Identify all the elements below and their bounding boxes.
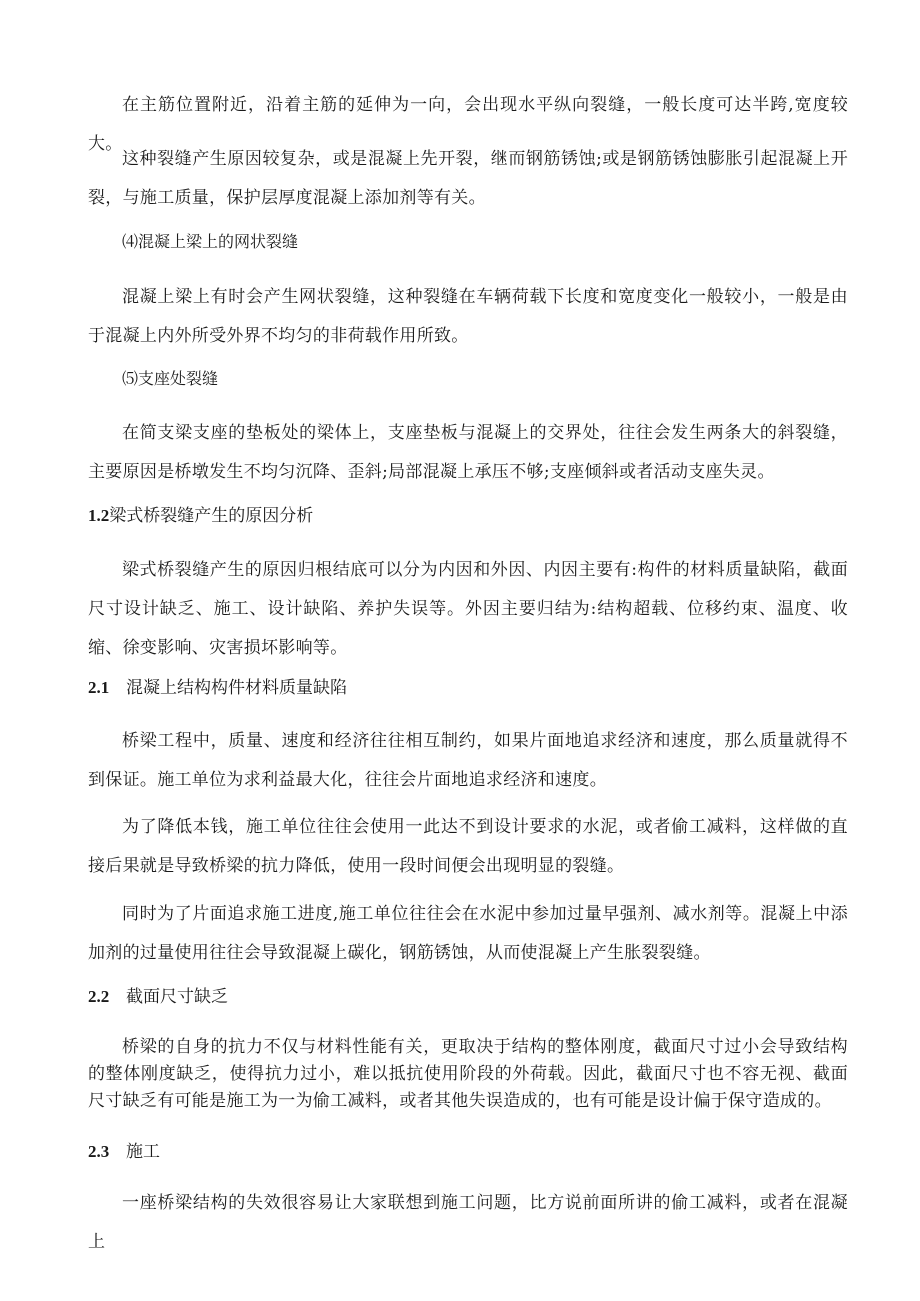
paragraph-section-size: 桥梁的自身的抗力不仅与材料性能有关，更取决于结构的整体刚度，截面尺寸过小会导致结构的整体刚度缺乏，使得抗力过小，难以抵抗使用阶段的外荷载。因此，截面尺寸也不容无视、截面尺寸缺乏有可能是施工为一为偷工减料，或者其他失误造成的，也有可能是设计偏于保守造成的。 — [88, 1037, 848, 1111]
paragraph-material-quality: 桥梁工程中，质量、速度和经济往往相互制约，如果片面地追求经济和速度，那么质量就得不到保证。施工单位为求利益最大化，往往会片面地追求经济和速度。 — [88, 731, 848, 790]
section-heading-1-2 — [88, 504, 848, 528]
paragraph-mesh-crack: 混凝上梁上有时会产生网状裂缝，这种裂缝在车辆荷载下长度和宽度变化一般较小，一般是由于混凝上内外所受外界不均匀的非荷载作用所致。 — [88, 287, 848, 346]
section-heading-2-1 — [88, 676, 848, 700]
subheading-mesh-crack: ⑷混凝上梁上的网状裂缝 — [122, 232, 299, 251]
section-number: 2.2 — [88, 987, 110, 1006]
paragraph-additives: 同时为了片面追求施工进度,施工单位往往会在水泥中参加过量早强剂、减水剂等。混凝上中添加剂的过量使用往往会导致混凝上碳化，钢筋锈蚀，从而使混凝上产生胀裂裂缝。 — [88, 904, 848, 963]
section-number: 2.1 — [88, 678, 110, 697]
section-title: 混凝上结构构件材料质量缺陷 — [126, 678, 347, 698]
paragraph-longitudinal-crack: 在主筋位置附近，沿着主筋的延伸为一向，会出现水平纵向裂缝，一般长度可达半跨,宽度较大。 — [88, 95, 848, 154]
section-number: 2.3 — [88, 1142, 110, 1161]
section-title: 截面尺寸缺乏 — [126, 987, 228, 1007]
paragraph-cause-analysis: 梁式桥裂缝产生的原因归根结底可以分为内因和外因、内因主要有:构件的材料质量缺陷，截面尺寸设计缺乏、施工、设计缺陷、养护失误等。外因主要归结为:结构超载、位移约束、温度、收缩、徐变影响、灾害损坏影响等。 — [88, 560, 848, 658]
section-title: 施工 — [126, 1142, 160, 1162]
section-heading-2-2 — [88, 985, 848, 1009]
paragraph-support-crack: 在简支梁支座的垫板处的梁体上，支座垫板与混凝上的交界处，往往会发生两条大的斜裂缝，主要原因是桥墩发生不均匀沉降、歪斜;局部混凝上承压不够;支座倾斜或者活动支座失灵。 — [88, 423, 848, 482]
subheading-support-crack: ⑸支座处裂缝 — [122, 369, 219, 388]
section-number: 1.2 — [88, 506, 110, 525]
paragraph-construction: 一座桥梁结构的失效很容易让大家联想到施工问题，比方说前面所讲的偷工减料，或者在混凝上 — [88, 1193, 848, 1252]
section-title: 梁式桥裂缝产生的原因分析 — [109, 506, 314, 526]
paragraph-cost-cutting: 为了降低本钱，施工单位往往会使用一此达不到设计要求的水泥，或者偷工减料，这样做的直接后果就是导致桥梁的抗力降低，使用一段时间便会出现明显的裂缝。 — [88, 817, 848, 876]
paragraph-crack-causes: 这种裂缝产生原因较复杂，或是混凝上先开裂，继而钢筋锈蚀;或是钢筋锈蚀膨胀引起混凝上开裂，与施工质量，保护层厚度混凝上添加剂等有关。 — [88, 149, 848, 208]
section-heading-2-3 — [88, 1140, 848, 1164]
